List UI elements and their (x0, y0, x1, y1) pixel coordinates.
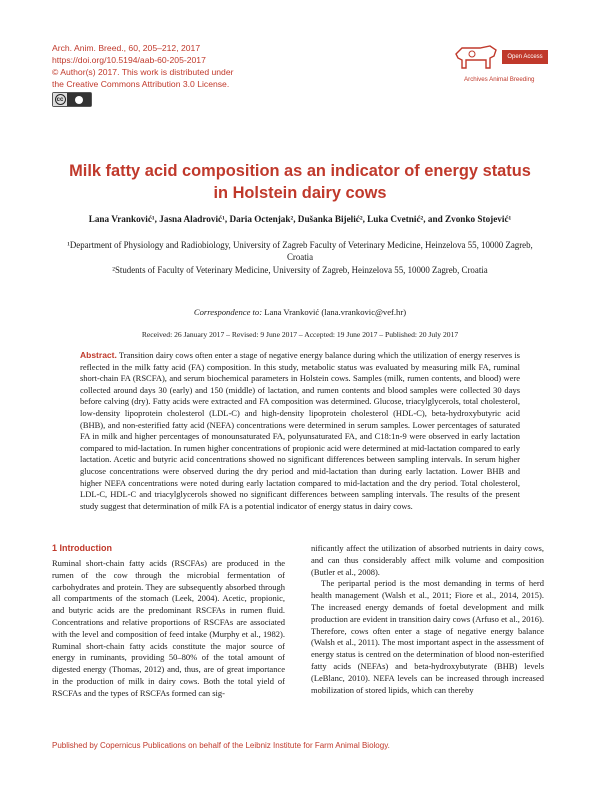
paragraph: nificantly affect the utilization of absorbed nutrients in dairy cows, and can thus considerably affect milk volume and composition (Butler et al., 2008). (311, 543, 544, 577)
paragraph: The peripartal period is the most demanding in terms of herd health management (Walsh et al., 2011; Fiore et al., 2014, 2015). The increased energy demands of foetal development and milk production are evident in transition dairy cows (Arfuso et al., 2016). Therefore, cows often enter a stage of negative energy balance (Walsh et al., 2011). The most important aspect in the assessment of energy status is centred on the determination of blood non-esterified fatty acids (NEFAs) and beta-hydroxybutyrate (BHB) levels (LeBlanc, 2010). NEFA levels can be increased through increased mobilization of stored lipids, which can thereby (311, 578, 544, 695)
by-person-icon (75, 96, 83, 104)
correspondence (60, 307, 540, 317)
cc-by-badge[interactable] (52, 92, 92, 107)
affiliation-1: ¹Department of Physiology and Radiobiology, University of Zagreb Faculty of Veterinary Medicine, Heinzelova 55, 10000 Zagreb, Croatia (67, 240, 533, 262)
publisher-footer: Published by Copernicus Publications on behalf of the Leibniz Institute for Farm Animal Biology. (52, 741, 390, 750)
correspondence-contact[interactable]: Lana Vranković (lana.vrankovic@vef.hr) (264, 307, 407, 317)
right-column (311, 543, 544, 696)
paper-title: Milk fatty acid composition as an indicator of energy status in Holstein dairy cows (69, 162, 531, 202)
abstract (80, 350, 520, 512)
left-column (52, 558, 285, 700)
section-heading-introduction: 1 Introduction (52, 543, 112, 553)
journal-name: Archives Animal Breeding (464, 76, 535, 83)
abstract-text: Transition dairy cows often enter a stage of negative energy balance during which the utilization of energy reserves is reflected in the milk fatty acid (FA) composition. In this study, metabolic status was evaluated by measuring milk FA, ruminal short-chain FA (RSCFA), and serum biochemical parameters in Holstein cows. Samples (milk, rumen contents, and blood) were collected around days 30 (early) and 150 (middle) of lactation, and rumen contents and blood samples were collected 30 days before calving (dry). Fatty acids were extracted and FA composition was determined. Glucose, triacylglycerols, total cholesterol, low-density lipoprotein cholesterol (LDL-C) and high-density lipoprotein cholesterol (HDL-C), beta-hydroxybutyric acid (BHB), and non-esterified fatty acid (NEFA) concentrations were determined in serum samples. Lower percentages of saturated FA in milk and higher percentages of monounsaturated FA, polyunsaturated FA, and C18:1n-9 were observed in early lactation compared to mid-lactation. In rumen higher concentrations of propionic acid were determined at mid-lactation compared to early lactation. Acetic and butyric acid concentrations showed no significant differences between sampling intervals. In serum higher glucose concentrations were observed during the dry period and mid-lactation than during early lactation. Lower BHB and higher NEFA concentrations were noted during early lactation compared to mid-lactation and the dry period. Total cholesterol, LDL-C, HDL-C and triacylglycerols showed no significant differences between sampling intervals. The results of the present study suggest that determination of milk FA is a potential indicator of energy status in dairy cows. (80, 350, 520, 511)
doi-link[interactable]: https://doi.org/10.5194/aab-60-205-2017 (52, 55, 206, 65)
journal-logo[interactable] (450, 40, 550, 95)
publication-dates: Received: 26 January 2017 – Revised: 9 June 2017 – Accepted: 19 June 2017 – Published: 20 July 2017 (141, 330, 459, 339)
abstract-label: Abstract. (80, 350, 117, 360)
correspondence-label: Correspondence to: (193, 307, 263, 317)
cow-icon (450, 40, 502, 74)
cc-icon: cc (55, 94, 66, 105)
license-line[interactable]: the Creative Commons Attribution 3.0 License. (52, 79, 230, 89)
open-access-badge: Open Access (502, 50, 548, 64)
paragraph: Ruminal short-chain fatty acids (RSCFAs) are produced in the rumen of the cow through the microbial fermentation of carbohydrates and protein. They are subsequently absorbed through all compartments of the stomach (Leek, 2004). Acetic, propionic, and butyric acids are the predominant RSCFAs in rumen fluid. Concentrations and relative proportions of RSCFAs are associated with the level and composition of feed intake (Murphy et al., 1982). Ruminal short-chain fatty acids constitute the major source of energy in ruminants, providing 50–80% of the total amount of digested energy (Thomas, 2012) and, thus, are of great importance in the production of milk in dairy cows. Both the total yield of RSCFAs and the types of RSCFAs formed can sig- (52, 558, 285, 698)
copyright-line: © Author(s) 2017. This work is distributed under (52, 67, 234, 77)
author-list: Lana Vranković¹, Jasna Aladrović¹, Daria Octenjak², Dušanka Bijelić², Luka Cvetnić², and Zvonko Stojević¹ (88, 214, 512, 224)
affiliation-2: ²Students of Faculty of Veterinary Medicine, University of Zagreb, Heinzelova 55, 10000 Zagreb, Croatia (112, 265, 488, 275)
citation: Arch. Anim. Breed., 60, 205–212, 2017 (52, 43, 201, 53)
